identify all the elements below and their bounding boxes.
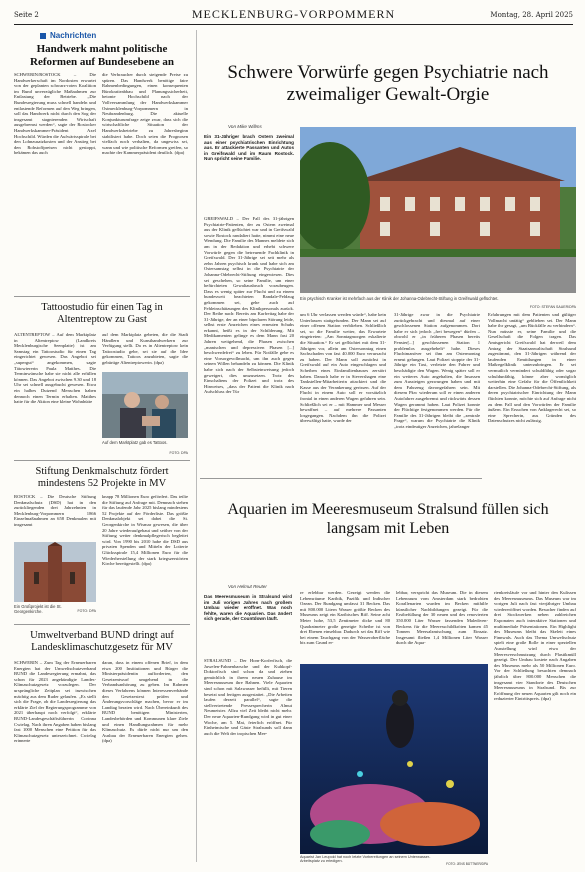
article-column: Erfahrungen mit dem Patienten und gültiger Vollmacht untätig“ geblieben sei. Der Mann habe ihr gesagt, „um Rückfälle zu verhindern“. Nun müsste er, seine Familie und die Gesellschaft die Folgen tragen. Das Amtsgericht Greifswald hat derweil dem Antrag der Staatsanwaltschaft Stralsund zugestimmt, den 31-Jährigen während der laufenden Ermittlungen in einer Maßregelklinik unterzubringen. Er sei vermutlich vermindert schuldfähig oder sogar schuldunfähig, könne aber womöglich weiterhin eine Gefahr für die Öffentlichkeit darstellen. Die Johanna-Odebrecht-Stiftung, als deren psychiatrischer Einrichtung der Mann flüchten konnte, möchte sich auf Anfrage nicht zu dem Fall und den Vorwürfen der Familie äußern. Ein Ersuchen von Anklagerecht sei, so eine Sprecherin, aus Gründen des Datenschutzes nicht zulässig. (488, 312, 576, 424)
column-separator (196, 30, 197, 862)
news-kicker (40, 31, 170, 41)
photo-caption: Auf dem Marktplatz gab es Tattoos. (102, 440, 168, 445)
article-headline: Aquarien im Meeresmuseum Stralsund füllen sich langsam mit Leben (227, 501, 549, 537)
photo-credit: FOTO: JENS BÜTTNER/DPA (446, 862, 488, 866)
main-headline: Schwere Vorwürfe gegen Psychiatrie nach zweimaliger Gewalt-Orgie (227, 62, 549, 105)
article-column: SCHWERIN – Zum Tag der Erneuerbaren Energien hat der Umweltschutzverband BUND die Landesregierung ermahnt, das schon für 2023 angekündigte Landes-Klimaschutzgesetz vorzulegen. Der ursprüngliche Zeitplan sei inzwischen mächtig aus dem Ruder gelaufen. „Es stellt sich die Frage, ob die Landesregierung das erklärte Ziel der Regierungsprogramme von 2021 überhaupt noch verfolgt“, erklärte BUND-Landesgeschäftsführerin Corinna Cwielag. Nach ihren Angaben haben bislang fast 1000 Menschen eine Petition für das Klimaschutzgesetz unterzeichnet. Cwielag erinnerte (14, 660, 96, 744)
section-title: MECKLENBURG-VORPOMMERN (191, 7, 396, 21)
article-headline: Stiftung Denkmalschutz fördert mindestens 52 Projekte in MV (35, 466, 169, 489)
clinic-photo (300, 127, 576, 293)
byline: Von Mike Willms (228, 124, 262, 129)
article-headline: Umweltverband BUND dringt auf Landesklimaschutzgesetz für MV (30, 630, 174, 653)
article-column: ALTENTREPTOW – Auf dem Marktplatz in Altentreptow (Landkreis Mecklenburgische Seenplatte) ist am Samstag ein Tattoostudio für einen Tag eingerichtet gewesen. Das Angebot sei „supergut“ angekommen, sagte Tätowiererin Paula Matthes. Die Terminwünsche habe sie nicht alle erfüllen können. Das Angebot zwischen 9.30 und 18 Uhr sei schnell ausgebucht gewesen. Etwa ein halbes Dutzend Menschen haben dennoch einen Termin erhalten. Matthes hatte für die Aktion eine kleine Wohnhütte (14, 332, 96, 405)
divider (14, 296, 190, 297)
article-headline: Handwerk mahnt politische Reformen auf Bundesebene an (30, 43, 174, 68)
article-column: die Verbraucher durch steigende Preise zu spüren. Das Handwerk benötige faire Rahmenbedingungen, einen konsequenten Bürokratieabbau und Planungssicherheit, betonte Hochschild nach der Vollversammlung der Handwerkskammer Ostmecklenburg-Vorpommern in Neubrandenburg. Die aktuelle Konjunkturumfrage zeige zwar, dass sich die wirtschaftliche Situation der Handwerksbetriebe zu Jahresbeginn stabilisiert habe. Doch seien die Prognosen vielfach noch verhalten, da ungewiss sei, wann und wie politische Reformen greifen, so machte der Kammerpräsident deutlich. (dpa) (102, 72, 188, 156)
article-column: 31-Jährige zwar in die Psychiatrie zurückgebracht und diesmal auf einer geschlossenen Station aufgenommen. Dort habe er sich jedoch „frei bewegen“ dürfen – obwohl er „in früheren Phasen bereits Fenster[...] geschlossenen Station 1 problemlos ausgehebelt“ habe. Dieses Fluchtmanöver sei ihm am Ostermontag erneut gelungen. Laut Polizei stoppte der 31-Jährige ein Taxi, verletzte den Fahrer und beschädigte den Wagen. Wenig später soll er ein weiteres Auto angehalten, die Insassen zum Aussteigen gezwungen haben und mit dem Fahrzeug davongefahren sein. Mit diesem Pkw wiederum soll er einen anderen Autofahrer ausgebremst und rückwärts dessen Wagen gerammt haben. Laut Polizei konnte der Flüchtige festgenommen werden. Für die Familie des 31-Jährigen bleibt die „zentrale Frage“, warum die Psychiatrie die Klinik „trotz eindeutiger Anzeichen, jahrelanger (394, 312, 480, 429)
issue-date: Montag, 28. April 2025 (490, 11, 573, 19)
photo-credit: FOTO: STEFAN SAUER/DPA (529, 305, 576, 309)
article-column: GREIFSWALD – Der Fall des 31-jährigen Psychiatrie-Patienten, der zu Ostern zweimal aus der Klinik geflüchtet war und in Greifswald sowie Rostock randaliert hatte, nimmt eine neue Wendung. Die Familie des Mannes meldete sich am in der Redaktion und erhebt schwere Vorwürfe gegen die betreuende Fachklinik in Greifswald. Der 31-Jährige sei seit mehr als zehn Jahren psychisch krank und habe sich am Ostersamstag selbst in die Psychiatrie der Johanna-Odebrecht-Stiftung eingewiesen. Dies sei geschehen, so seine Familie, um einer befürchteten Gewaltausbruch vorzubeugen. Dass es wenig später zur Flucht und zu einem bundesweit beachteten Randale-Feldzug gekommen sei, gehe auch auf Fehleinschätzungen des Klinikpersonals zurück. Der Reihe nach: Bereits am Karfreitag habe der 31-Jährige, der an einer bipolaren Störung leide, selbst erste Anzeichen eines erneuten Schubs erkannt, heißt es in der Schilderung. Mit Medikamenten gelinge es dem Mann fast 20 Jahren weitgehend, die Phasen zwischen „manischen und depressiven Phasen [...] beschwerdefrei“ zu leben. Für Notfälle gebe es eine Vorsorgevollmacht, um ihn auch gegen seinen Willen behandeln zu können. Die Klinik habe sich nach der Selbsteinweisung jedoch geweigert, dies umzusetzen. Trotz des Einschaltens der Polizei und trotz des Hinweises, „dass der Patient die Klinik nach Aufschluss der Tür (204, 216, 294, 395)
article-lead: Ein 31-Jähriger brach Ostern zweimal aus einer psychiatrischen Einrichtung aus. Er attackierte Passanten und Autos in Greifswald und im Raum Rostock. Nun spricht seine Familie. (204, 134, 294, 162)
article-column: lebbar, verspricht das Museum. Die in diesem Lebenraum vom Amsterdam stark bedrohten Korallenarten wurden im Becken mithilfe künstlicher Nachbildungen gezeigt. Für die Erstbefüllung der 30 neuen und des renovierten 350.000 Liter Wasser fassenden Malediven-Beckens für die Meeresschildkröten kamen 45 Tonnen Meersalzmischung zum Einsatz. Insgesamt fließen 1,4 Millionen Liter Wasser durch die Aqua- (396, 590, 488, 646)
photo-caption: Aquarist Jan Leupold hat noch letzte Vorbereitungen an seinem Unterwasser-Arbeitsplatz zu erledigen. (300, 855, 431, 864)
article-column: rienkreisläufe vor und hinter den Kulissen des Meeresmuseums. Das Museum war im vorigen Juli nach fast vierjähriger Umbau wiedereröffnet worden. Besucher finden auf drei Stockwerken neben zahlreichen Exponaten auch interaktive Stationen und multimediale Präsentationen. Ein Highlight des Museums bleibt das Skelett eines Finnwals. Auch das Thema Umweltschutz spielt eine große Rolle in einer speziellen Ausstellung wird etwa der Meeresverschmutzung durch Plastikmüll gezeigt. Der Umbau kostete nach Angaben des Museums mehr als 50 Millionen Euro. Vor der Schließung besuchten demnach jährlich über 800.000 Menschen die insgesamt vier Standorte des Deutschen Meeresmuseums in Stralsund. Bis zur Eröffnung der neuen Aquarien gilt noch ein reduzierter Eintrittspreis. (dpa) (494, 590, 576, 702)
article-headline: Tattoostudio für einen Tag in Altentreptow zu Gast (41, 302, 163, 325)
article-column: knapp 78 Millionen Euro gefördert. Das teilte die Stiftung auf Anfrage mit. Demnach stehen für das laufende Jahr 2025 bislang mindestens 52 Projekte auf der Förderliste. Das größte Denkmalobjekt sei dabei die St. Georgenkirche in Wismar gewesen, die über 20 Jahre wiederaufgebaut und seither von der Stiftung weiter denkmalpflegerisch begleitet wird. Von 1990 bis 2010 habe die DSD aus privaten Spenden und Mitteln der Lotterie Glücksspirale 15,4 Millionen Euro für die Wiederherstellung der stark kriegszerstörten Kirche bereitgestellt. (dpa) (102, 494, 188, 567)
page-header (14, 6, 573, 25)
photo-caption: Ein Großprojekt ist die St. Georgenkirche. (14, 604, 62, 614)
divider (14, 624, 190, 625)
byline: Von Helmut Reuter (228, 584, 267, 589)
church-photo (14, 542, 96, 602)
divider (200, 478, 482, 479)
kicker-label: Nachrichten (50, 31, 97, 40)
divider (14, 460, 190, 461)
article-lead: Das Meeresmuseum in Stralsund wird im Juli vorigen Jahres nach großem Umbau wieder eröffnet. Was noch fehlte, waren die Aquarien. Das ändert sich gerade, der Countdown läuft. (204, 594, 292, 622)
article-column: SCHWERIN/ROSTOCK – Die Handwerkerschaft im Nordosten erwartet von der geplanten schwarz-roten Koalition im Bund unverzügliche Maßnahmen zur Entlastung der Betriebe. „Die Bundesregierung muss schnell handeln und entlastende Reformen auf den Weg bringen, soll das Handwerk nicht durch den Sog der insgesamt stagnierenden Wirtschaft ausgebremst werden“, sagte der Rostocker Handwerkskammer-Präsident Axel Hochschild. Würden die Aufwärtsspirale bei den Lohnzusatzkosten und der Anstieg bei den Rohstoffpreisen nicht gestoppt, bekämen das auch (14, 72, 96, 156)
article-column: ROSTOCK – Die Deutsche Stiftung Denkmalschutz (DSD) hat in den zurückliegenden drei Jahrzehnten in Mecklenburg-Vorpommern 1866 Einzelmaßnahmen an 658 Denkmalen mit insgesamt (14, 494, 96, 527)
square-icon (40, 33, 46, 39)
article-column: auf dem Marktplatz gebeten, die die Stadt Händlern und Kunsthandwerkern zur Verfügung stellt. Da es in Altentreptow kein Tattoostudio gebe, sei sie auf die Idee gekommen, Tattoos anzubieten, sagte die gebürtige Altentreptowerin. (dpa) (102, 332, 188, 365)
page-number: Seite 2 (14, 11, 39, 19)
article-column: re erlebbar werden. Gezeigt werden die Lebensräume Karibik, Pazifik und Indischer Ozean. Der Rundgang umfasst 31 Becken. Das mit 800.000 Litern Wasser größte Becken des Museums zeigt ein Karibisches Riff. Seine acht Meter hohe, 53,5 Zentimeter dicke und 80 Quadratmeter große geneigte Scheibe ist von drei Ebenen einsehbar. Dadurch sei das Riff wie bei einem Tauchgang von der Wasseroberfläche bis zum Grund er- (300, 590, 390, 646)
photo-credit: FOTO: DPA (169, 451, 188, 455)
aquarium-photo (300, 664, 488, 854)
photo-caption: Ein psychisch Kranker ist mehrfach aus der Klinik der Johanna-Odebrecht-Stiftung in Greifswald geflüchtet. (300, 296, 499, 301)
article-column: daran, dass in einem offenen Brief, in dem etwa 200 Institutionen und Bürger die Ministerpräsidentin aufforderten, den Gesetzentwurf umgehend in die Verbandsanhörung zu geben. Im Rahmen dieses Verfahrens können Interessenverbände den Gesetzestext prüfen und Änderungsvorschläge machen, bevor er im Landtag beraten wird. Nach Übereinkunft des BUND benötigen Ministerien, Landesbehörden und Kommunen klare Ziele und einen Handlungsrahmen für mehr Klimaschutz. Es dürfe nicht nur um den Ausbau der Erneuerbaren Energien gehen. (dpa) (102, 660, 188, 744)
tattoo-photo (102, 372, 188, 438)
article-column: um 6 Uhr verlassen werden würde“, habe kein Unterlassen stattgefunden. Der Mann sei auf einer offenen Station verblieben. Schließlich sei, so die Familie weiter, das Erwartete eingetreten: „Am Sonntagmorgen eskalierte die Situation.“ Er sei geflüchtet mit dem 31-Jährigen vor, allein am Ostersonntag einen Sachschaden von fast 40.000 Euro verursacht zu haben. Der Mann soll zunächst in Greifswald auf ein Auto eingeschlagen und Scheiben eines Einfamilienhauses zerstört haben. Danach habe er in Sievershagen eine Tankstellen-Mitarbeiterin attackiert und die Kasse aus der Verankerung gerissen. Auf der Flucht in einem Auto soll er vorsätzlich frontal in einen anderen Wagen gefahren sein. Schließlich sei er – mit Hammer und Messer bewaffnet – auf mehrere Passanten losgegangen. Nachdem ihn die Polizei überwältigt hatte, wurde der (300, 312, 386, 424)
photo-credit: FOTO: DPA (77, 609, 96, 613)
article-column: STRALSUND – Der Horn-Korferfisch, die Juwelen-Fahnenbarsche und der Kuhkopf-Doktorfisch sind schon da und ziehen gemächlich in ihrem neuen Zuhause im Meeresmuseum ihre Bahnen. Viele Aquarien sind schon mit Salzwasser befüllt, mit Tieren besetzt und fertigen ausgestattet. „Die Arbeiten laufen derzeit parallel“, sagte die stellvertretende Pressesprecherin Almut Neumeister. Allzu viel Zeit bleibt nicht mehr. Der neue Aquarien-Rundgang wird in gut einer Woche, am 5. Mai, feierlich eröffnet. Für Einheimische und Gäste Stralsunds soll dann auch die Welt der tropischen Mee- (204, 658, 292, 736)
